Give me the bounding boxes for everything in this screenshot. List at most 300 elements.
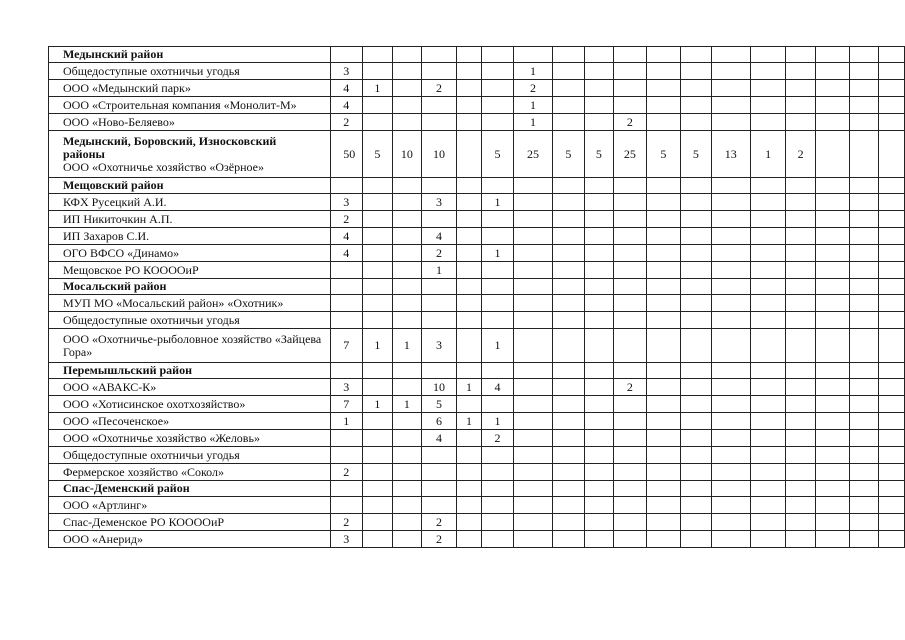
quota-value-cell — [584, 178, 614, 194]
quota-value-cell — [850, 329, 879, 363]
quota-value-cell — [456, 514, 482, 531]
quota-value-cell: 1 — [482, 329, 513, 363]
quota-value-cell — [513, 379, 552, 396]
quota-value-cell — [456, 63, 482, 80]
quota-value-cell — [456, 447, 482, 464]
quota-value-cell: 1 — [363, 396, 393, 413]
quota-value-cell — [750, 531, 785, 548]
quota-value-cell — [681, 379, 711, 396]
quota-value-cell — [614, 396, 647, 413]
quota-value-cell — [786, 63, 816, 80]
quota-value-cell — [584, 194, 614, 211]
quota-value-cell — [456, 481, 482, 497]
quota-value-cell — [363, 178, 393, 194]
quota-value-cell — [363, 97, 393, 114]
quota-value-cell — [786, 514, 816, 531]
quota-value-cell — [850, 131, 879, 178]
quota-value-cell — [815, 531, 849, 548]
organization-name-cell: ООО «Охотничье хозяйство «Желовь» — [49, 430, 331, 447]
quota-value-cell — [711, 211, 750, 228]
quota-value-cell — [584, 447, 614, 464]
quota-value-cell — [850, 497, 879, 514]
quota-value-cell — [815, 228, 849, 245]
quota-value-cell — [363, 430, 393, 447]
organization-name-cell: Фермерское хозяйство «Сокол» — [49, 464, 331, 481]
quota-value-cell — [711, 514, 750, 531]
quota-value-cell — [815, 363, 849, 379]
district-name-cell: Спас-Деменский район — [49, 481, 331, 497]
quota-value-cell — [646, 464, 680, 481]
quota-value-cell: 1 — [482, 194, 513, 211]
quota-value-cell — [815, 413, 849, 430]
quota-value-cell — [850, 279, 879, 295]
quota-value-cell — [681, 430, 711, 447]
quota-value-cell — [584, 262, 614, 279]
quota-value-cell — [584, 228, 614, 245]
quota-value-cell — [786, 396, 816, 413]
quota-value-cell — [879, 131, 905, 178]
quota-value-cell — [392, 211, 422, 228]
quota-value-cell: 2 — [331, 211, 363, 228]
quota-value-cell — [614, 97, 647, 114]
quota-value-cell — [850, 514, 879, 531]
quota-value-cell — [422, 363, 457, 379]
quota-value-cell — [786, 47, 816, 63]
quota-value-cell — [786, 312, 816, 329]
quota-value-cell — [456, 178, 482, 194]
quota-value-cell — [786, 228, 816, 245]
quota-value-cell — [331, 430, 363, 447]
quota-value-cell — [553, 312, 584, 329]
table-row — [49, 114, 905, 131]
quota-value-cell: 1 — [513, 114, 552, 131]
table-row — [49, 295, 905, 312]
quota-value-cell — [711, 194, 750, 211]
quota-value-cell — [750, 396, 785, 413]
quota-value-cell — [614, 279, 647, 295]
quota-value-cell — [646, 245, 680, 262]
quota-value-cell — [392, 312, 422, 329]
quota-value-cell — [646, 497, 680, 514]
quota-value-cell — [750, 97, 785, 114]
quota-value-cell — [513, 194, 552, 211]
quota-value-cell — [646, 279, 680, 295]
quota-value-cell — [681, 178, 711, 194]
quota-value-cell — [482, 363, 513, 379]
quota-value-cell — [422, 497, 457, 514]
quota-value-cell — [879, 464, 905, 481]
quota-value-cell — [711, 178, 750, 194]
quota-value-cell — [392, 497, 422, 514]
quota-value-cell — [513, 447, 552, 464]
quota-value-cell — [482, 464, 513, 481]
quota-value-cell — [815, 131, 849, 178]
quota-value-cell — [646, 178, 680, 194]
quota-value-cell — [681, 211, 711, 228]
quota-value-cell — [331, 178, 363, 194]
quota-value-cell — [614, 531, 647, 548]
quota-value-cell: 2 — [331, 464, 363, 481]
quota-value-cell — [553, 228, 584, 245]
quota-value-cell — [363, 245, 393, 262]
quota-value-cell — [786, 379, 816, 396]
quota-value-cell — [815, 178, 849, 194]
quota-value-cell — [513, 47, 552, 63]
district-header-row — [49, 47, 905, 63]
quota-value-cell — [513, 481, 552, 497]
quota-value-cell — [786, 114, 816, 131]
quota-value-cell — [646, 211, 680, 228]
quota-value-cell — [711, 63, 750, 80]
quota-value-cell — [646, 396, 680, 413]
district-name: Медынский, Боровский, Износковский — [63, 133, 277, 148]
quota-value-cell — [614, 363, 647, 379]
quota-value-cell — [614, 481, 647, 497]
quota-value-cell — [815, 63, 849, 80]
quota-value-cell — [456, 430, 482, 447]
quota-value-cell — [363, 114, 393, 131]
quota-value-cell — [392, 262, 422, 279]
quota-value-cell — [711, 312, 750, 329]
organization-name-cell: ООО «АВАКС-К» — [49, 379, 331, 396]
quota-value-cell — [879, 97, 905, 114]
quota-value-cell — [392, 228, 422, 245]
quota-value-cell — [879, 114, 905, 131]
quota-value-cell — [363, 447, 393, 464]
quota-value-cell — [750, 80, 785, 97]
quota-value-cell — [646, 63, 680, 80]
quota-value-cell — [879, 531, 905, 548]
quota-value-cell — [646, 114, 680, 131]
district-header-row — [49, 363, 905, 379]
quota-value-cell — [513, 279, 552, 295]
quota-value-cell — [456, 329, 482, 363]
quota-value-cell — [614, 497, 647, 514]
quota-value-cell — [879, 329, 905, 363]
quota-value-cell — [711, 329, 750, 363]
quota-value-cell — [711, 396, 750, 413]
quota-value-cell — [750, 447, 785, 464]
quota-value-cell — [711, 413, 750, 430]
district-name-cell: Перемышльский район — [49, 363, 331, 379]
quota-value-cell — [553, 497, 584, 514]
quota-value-cell — [331, 497, 363, 514]
quota-value-cell — [422, 295, 457, 312]
organization-name-cell — [49, 131, 331, 178]
quota-value-cell — [681, 464, 711, 481]
hunting-quota-table — [48, 46, 905, 548]
quota-value-cell — [614, 245, 647, 262]
quota-value-cell — [482, 497, 513, 514]
organization-name-cell: ООО «Песоченское» — [49, 413, 331, 430]
quota-value-cell — [482, 279, 513, 295]
quota-value-cell — [850, 295, 879, 312]
quota-value-cell — [879, 47, 905, 63]
quota-value-cell — [513, 497, 552, 514]
quota-value-cell — [750, 413, 785, 430]
quota-value-cell — [646, 97, 680, 114]
quota-value-cell — [456, 211, 482, 228]
quota-value-cell — [786, 464, 816, 481]
quota-value-cell — [482, 447, 513, 464]
quota-value-cell — [456, 363, 482, 379]
quota-value-cell — [681, 295, 711, 312]
quota-value-cell: 1 — [513, 97, 552, 114]
quota-value-cell — [750, 295, 785, 312]
quota-value-cell — [681, 497, 711, 514]
quota-value-cell — [456, 80, 482, 97]
quota-value-cell — [614, 211, 647, 228]
organization-name-cell: ООО «Строительная компания «Монолит-М» — [49, 97, 331, 114]
quota-value-cell — [614, 47, 647, 63]
quota-value-cell — [614, 262, 647, 279]
organization-name-cell: ИП Никиточкин А.П. — [49, 211, 331, 228]
quota-value-cell — [750, 228, 785, 245]
quota-value-cell — [331, 295, 363, 312]
quota-value-cell — [879, 80, 905, 97]
quota-value-cell — [331, 279, 363, 295]
quota-value-cell — [750, 114, 785, 131]
quota-value-cell: 5 — [482, 131, 513, 178]
quota-value-cell — [584, 329, 614, 363]
quota-value-cell: 5 — [646, 131, 680, 178]
quota-value-cell — [363, 379, 393, 396]
quota-value-cell — [815, 97, 849, 114]
quota-value-cell — [614, 194, 647, 211]
quota-value-cell — [850, 178, 879, 194]
table-row — [49, 228, 905, 245]
quota-value-cell — [363, 295, 393, 312]
quota-value-cell — [646, 228, 680, 245]
quota-value-cell — [750, 63, 785, 80]
quota-value-cell: 5 — [584, 131, 614, 178]
quota-value-cell — [513, 211, 552, 228]
quota-value-cell — [584, 312, 614, 329]
quota-value-cell — [392, 114, 422, 131]
quota-value-cell — [363, 47, 393, 63]
quota-value-cell — [681, 114, 711, 131]
quota-value-cell — [646, 447, 680, 464]
quota-value-cell — [584, 363, 614, 379]
organization-name-cell: КФХ Русецкий А.И. — [49, 194, 331, 211]
quota-value-cell — [879, 295, 905, 312]
quota-value-cell — [614, 312, 647, 329]
quota-value-cell — [711, 363, 750, 379]
quota-value-cell — [553, 464, 584, 481]
quota-value-cell — [363, 312, 393, 329]
quota-value-cell — [456, 228, 482, 245]
quota-value-cell — [681, 80, 711, 97]
quota-value-cell: 2 — [331, 514, 363, 531]
quota-value-cell — [482, 97, 513, 114]
quota-value-cell — [553, 379, 584, 396]
quota-value-cell — [392, 245, 422, 262]
quota-value-cell — [850, 211, 879, 228]
quota-value-cell — [584, 464, 614, 481]
quota-value-cell — [422, 178, 457, 194]
quota-value-cell: 1 — [482, 413, 513, 430]
quota-value-cell: 13 — [711, 131, 750, 178]
quota-value-cell — [513, 329, 552, 363]
quota-value-cell — [331, 312, 363, 329]
quota-value-cell — [786, 363, 816, 379]
quota-value-cell — [879, 279, 905, 295]
quota-value-cell: 2 — [422, 245, 457, 262]
quota-value-cell — [363, 413, 393, 430]
quota-value-cell — [750, 211, 785, 228]
quota-value-cell — [482, 396, 513, 413]
quota-value-cell — [614, 464, 647, 481]
quota-value-cell — [553, 97, 584, 114]
quota-value-cell — [646, 329, 680, 363]
quota-value-cell — [392, 379, 422, 396]
table-row — [49, 514, 905, 531]
organization-name-cell: МУП МО «Мосальский район» «Охотник» — [49, 295, 331, 312]
quota-value-cell — [646, 80, 680, 97]
quota-value-cell — [879, 63, 905, 80]
quota-value-cell — [815, 396, 849, 413]
quota-value-cell — [331, 47, 363, 63]
quota-value-cell: 1 — [331, 413, 363, 430]
quota-value-cell — [584, 97, 614, 114]
quota-value-cell — [584, 80, 614, 97]
quota-value-cell — [646, 194, 680, 211]
quota-value-cell: 25 — [513, 131, 552, 178]
quota-value-cell — [331, 447, 363, 464]
quota-value-cell: 2 — [786, 131, 816, 178]
quota-value-cell — [553, 80, 584, 97]
quota-value-cell — [584, 430, 614, 447]
quota-value-cell — [482, 114, 513, 131]
quota-value-cell — [786, 211, 816, 228]
quota-value-cell — [786, 262, 816, 279]
quota-value-cell — [363, 279, 393, 295]
quota-value-cell — [750, 194, 785, 211]
quota-value-cell — [646, 363, 680, 379]
quota-value-cell — [815, 211, 849, 228]
quota-value-cell — [392, 430, 422, 447]
quota-value-cell — [392, 279, 422, 295]
quota-value-cell — [614, 413, 647, 430]
quota-value-cell — [392, 514, 422, 531]
quota-value-cell — [584, 531, 614, 548]
district-name: районы — [63, 146, 105, 161]
quota-value-cell — [815, 464, 849, 481]
table-row — [49, 245, 905, 262]
quota-value-cell: 50 — [331, 131, 363, 178]
quota-value-cell — [711, 464, 750, 481]
quota-value-cell: 2 — [614, 114, 647, 131]
quota-value-cell — [879, 363, 905, 379]
quota-value-cell — [711, 379, 750, 396]
quota-value-cell — [681, 262, 711, 279]
quota-value-cell — [750, 497, 785, 514]
quota-value-cell: 1 — [456, 413, 482, 430]
quota-value-cell — [482, 178, 513, 194]
quota-value-cell: 1 — [456, 379, 482, 396]
quota-value-cell — [392, 413, 422, 430]
quota-value-cell — [456, 114, 482, 131]
quota-value-cell: 1 — [422, 262, 457, 279]
organization-name-cell: Общедоступные охотничьи угодья — [49, 312, 331, 329]
table-row — [49, 379, 905, 396]
quota-value-cell — [850, 447, 879, 464]
quota-value-cell — [513, 464, 552, 481]
quota-value-cell — [422, 447, 457, 464]
quota-value-cell — [750, 481, 785, 497]
quota-value-cell — [815, 245, 849, 262]
quota-value-cell: 7 — [331, 329, 363, 363]
quota-value-cell — [646, 295, 680, 312]
quota-value-cell — [584, 295, 614, 312]
table-row — [49, 131, 905, 178]
quota-value-cell: 2 — [614, 379, 647, 396]
quota-value-cell — [879, 262, 905, 279]
table-row — [49, 63, 905, 80]
quota-value-cell — [711, 228, 750, 245]
table-row — [49, 464, 905, 481]
quota-value-cell: 25 — [614, 131, 647, 178]
quota-value-cell — [553, 514, 584, 531]
quota-value-cell — [392, 194, 422, 211]
quota-value-cell — [456, 531, 482, 548]
quota-value-cell: 5 — [422, 396, 457, 413]
quota-value-cell — [422, 464, 457, 481]
quota-value-cell — [513, 531, 552, 548]
quota-value-cell — [392, 178, 422, 194]
quota-value-cell — [614, 329, 647, 363]
quota-value-cell — [422, 97, 457, 114]
quota-value-cell — [879, 497, 905, 514]
quota-value-cell — [750, 379, 785, 396]
quota-value-cell — [786, 194, 816, 211]
district-header-row — [49, 481, 905, 497]
organization-name-cell: Общедоступные охотничьи угодья — [49, 447, 331, 464]
quota-value-cell — [363, 363, 393, 379]
quota-value-cell — [614, 228, 647, 245]
quota-value-cell: 4 — [482, 379, 513, 396]
quota-value-cell: 2 — [513, 80, 552, 97]
quota-value-cell — [646, 312, 680, 329]
organization-name-cell: ООО «Охотничье-рыболовное хозяйство «Зайцева Гора» — [49, 329, 331, 363]
quota-value-cell: 4 — [422, 430, 457, 447]
quota-value-cell — [646, 481, 680, 497]
quota-value-cell — [815, 279, 849, 295]
quota-value-cell — [482, 63, 513, 80]
quota-value-cell: 2 — [331, 114, 363, 131]
quota-value-cell — [553, 363, 584, 379]
quota-value-cell — [815, 194, 849, 211]
quota-value-cell — [422, 47, 457, 63]
quota-value-cell — [879, 396, 905, 413]
quota-value-cell — [331, 481, 363, 497]
quota-value-cell — [363, 211, 393, 228]
quota-value-cell — [513, 228, 552, 245]
quota-value-cell — [331, 363, 363, 379]
quota-value-cell — [482, 228, 513, 245]
table-row — [49, 80, 905, 97]
quota-value-cell — [584, 211, 614, 228]
quota-value-cell — [584, 497, 614, 514]
district-header-row — [49, 279, 905, 295]
quota-value-cell — [815, 262, 849, 279]
quota-value-cell — [331, 262, 363, 279]
table-row — [49, 97, 905, 114]
quota-value-cell — [750, 329, 785, 363]
quota-value-cell — [681, 481, 711, 497]
quota-value-cell: 1 — [363, 80, 393, 97]
quota-value-cell — [711, 114, 750, 131]
